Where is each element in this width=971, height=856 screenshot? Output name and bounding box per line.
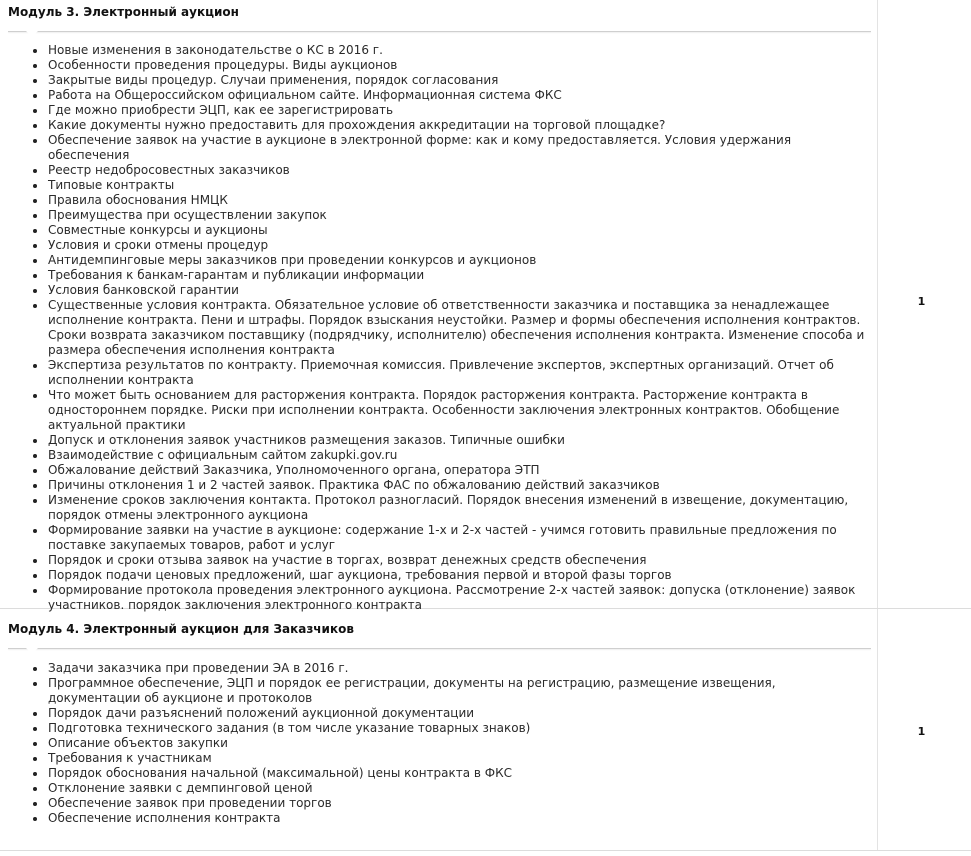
topic-item: Антидемпинговые меры заказчиков при проведении конкурсов и аукционов	[48, 253, 871, 268]
topic-item: Причины отклонения 1 и 2 частей заявок. Практика ФАС по обжалованию действий заказчиков	[48, 478, 871, 493]
topic-item: Программное обеспечение, ЭЦП и порядок ее регистрации, документы на регистрацию, размещение извещения, документации об аукционе и протоколов	[48, 676, 871, 706]
topic-item: Обеспечение исполнения контракта	[48, 811, 871, 826]
topic-item: Правила обоснования НМЦК	[48, 193, 871, 208]
topic-item: Условия и сроки отмены процедур	[48, 238, 871, 253]
topic-item: Реестр недобросовестных заказчиков	[48, 163, 871, 178]
topic-item: Закрытые виды процедур. Случаи применения, порядок согласования	[48, 73, 871, 88]
topic-item: Требования к банкам-гарантам и публикации информации	[48, 268, 871, 283]
topic-item: Преимущества при осуществлении закупок	[48, 208, 871, 223]
topic-item: Обжалование действий Заказчика, Уполномоченного органа, оператора ЭТП	[48, 463, 871, 478]
topic-item: Подготовка технического задания (в том числе указание товарных знаков)	[48, 721, 871, 736]
topic-item: Типовые контракты	[48, 178, 871, 193]
title-divider	[8, 31, 871, 32]
topic-item: Какие документы нужно предоставить для прохождения аккредитации на торговой площадке?	[48, 118, 871, 133]
module-topic-list	[8, 43, 871, 613]
module-title: Модуль 3. Электронный аукцион	[8, 5, 239, 19]
topic-item: Порядок и сроки отзыва заявок на участие в торгах, возврат денежных средств обеспечения	[48, 553, 871, 568]
topic-item: Условия банковской гарантии	[48, 283, 871, 298]
module-row	[0, 609, 971, 851]
topic-item: Взаимодействие с официальным сайтом zakupki.gov.ru	[48, 448, 871, 463]
topic-item: Что может быть основанием для расторжения контракта. Порядок расторжения контракта. Расторжение контракта в одностороннем порядке. Риски при исполнении контракта. Особенности заключения электронных контрактов. Обобщение актуальной практики	[48, 388, 871, 433]
topic-item: Описание объектов закупки	[48, 736, 871, 751]
topic-item: Существенные условия контракта. Обязательное условие об ответственности заказчика и поставщика за ненадлежащее исполнение контракта. Пени и штрафы. Порядок взыскания неустойки. Размер и формы обеспечения исполнения контрактов. Сроки возврата заказчиком поставщику (подрядчику, исполнителю) обеспечения исполнения контракта. Изменение способа и размера обеспечения исполнения контракта	[48, 298, 871, 358]
topic-item: Порядок обоснования начальной (максимальной) цены контракта в ФКС	[48, 766, 871, 781]
topic-item: Совместные конкурсы и аукционы	[48, 223, 871, 238]
topic-item: Формирование протокола проведения электронного аукциона. Рассмотрение 2-х частей заявок: допуска (отклонение) заявок участников. порядок заключения электронного контракта	[48, 583, 871, 613]
topic-item: Формирование заявки на участие в аукционе: содержание 1-х и 2-х частей - учимся готовить правильные предложения по поставке закупаемых товаров, работ и услуг	[48, 523, 871, 553]
topic-item: Особенности проведения процедуры. Виды аукционов	[48, 58, 871, 73]
topic-item: Задачи заказчика при проведении ЭА в 2016 г.	[48, 661, 871, 676]
topic-item: Требования к участникам	[48, 751, 871, 766]
topic-item: Обеспечение заявок на участие в аукционе в электронной форме: как и кому предоставляется. Условия удержания обеспечения	[48, 133, 871, 163]
module-content-cell	[0, 609, 877, 850]
title-divider	[8, 648, 871, 649]
module-title: Модуль 4. Электронный аукцион для Заказчиков	[8, 622, 354, 636]
topic-item: Порядок подачи ценовых предложений, шаг аукциона, требования первой и второй фазы торгов	[48, 568, 871, 583]
topic-item: Работа на Общероссийском официальном сайте. Информационная система ФКС	[48, 88, 871, 103]
module-hours: 1	[917, 295, 926, 308]
topic-item: Порядок дачи разъяснений положений аукционной документации	[48, 706, 871, 721]
topic-item: Где можно приобрести ЭЦП, как ее зарегистрировать	[48, 103, 871, 118]
module-hours-cell	[877, 609, 965, 850]
module-hours-cell	[877, 0, 965, 608]
module-topic-list	[8, 661, 871, 826]
module-hours: 1	[917, 725, 926, 738]
topic-item: Обеспечение заявок при проведении торгов	[48, 796, 871, 811]
topic-item: Допуск и отклонения заявок участников размещения заказов. Типичные ошибки	[48, 433, 871, 448]
topic-item: Новые изменения в законодательстве о КС в 2016 г.	[48, 43, 871, 58]
topic-item: Изменение сроков заключения контакта. Протокол разногласий. Порядок внесения изменений в извещение, документацию, порядок отмены электронного аукциона	[48, 493, 871, 523]
topic-item: Отклонение заявки с демпинговой ценой	[48, 781, 871, 796]
topic-item: Экспертиза результатов по контракту. Приемочная комиссия. Привлечение экспертов, экспертных организаций. Отчет об исполнении контракта	[48, 358, 871, 388]
